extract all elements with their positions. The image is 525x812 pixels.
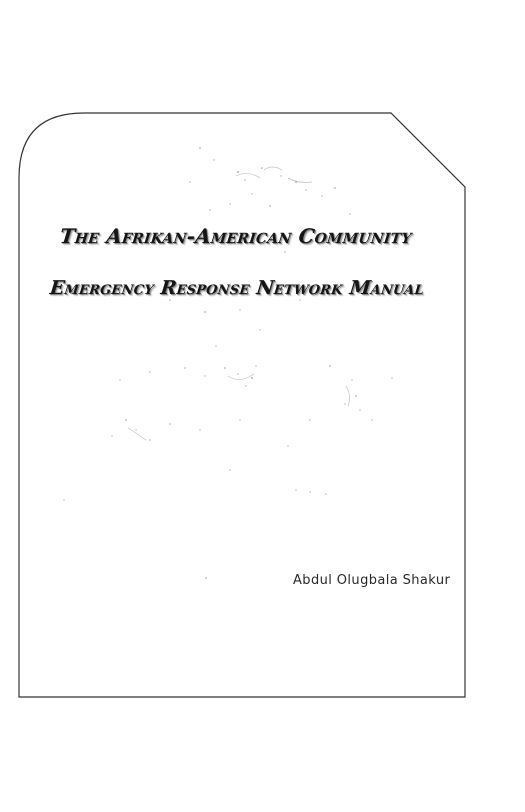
cover-author: Abdul Olugbala Shakur: [293, 573, 451, 588]
faded-map-artwork: [63, 147, 393, 579]
cover-title-line-1: The Afrikan-American Community: [58, 224, 413, 248]
cover-title-line-2: Emergency Response Network Manual: [48, 277, 426, 299]
faded-map-strokes: [128, 167, 350, 440]
